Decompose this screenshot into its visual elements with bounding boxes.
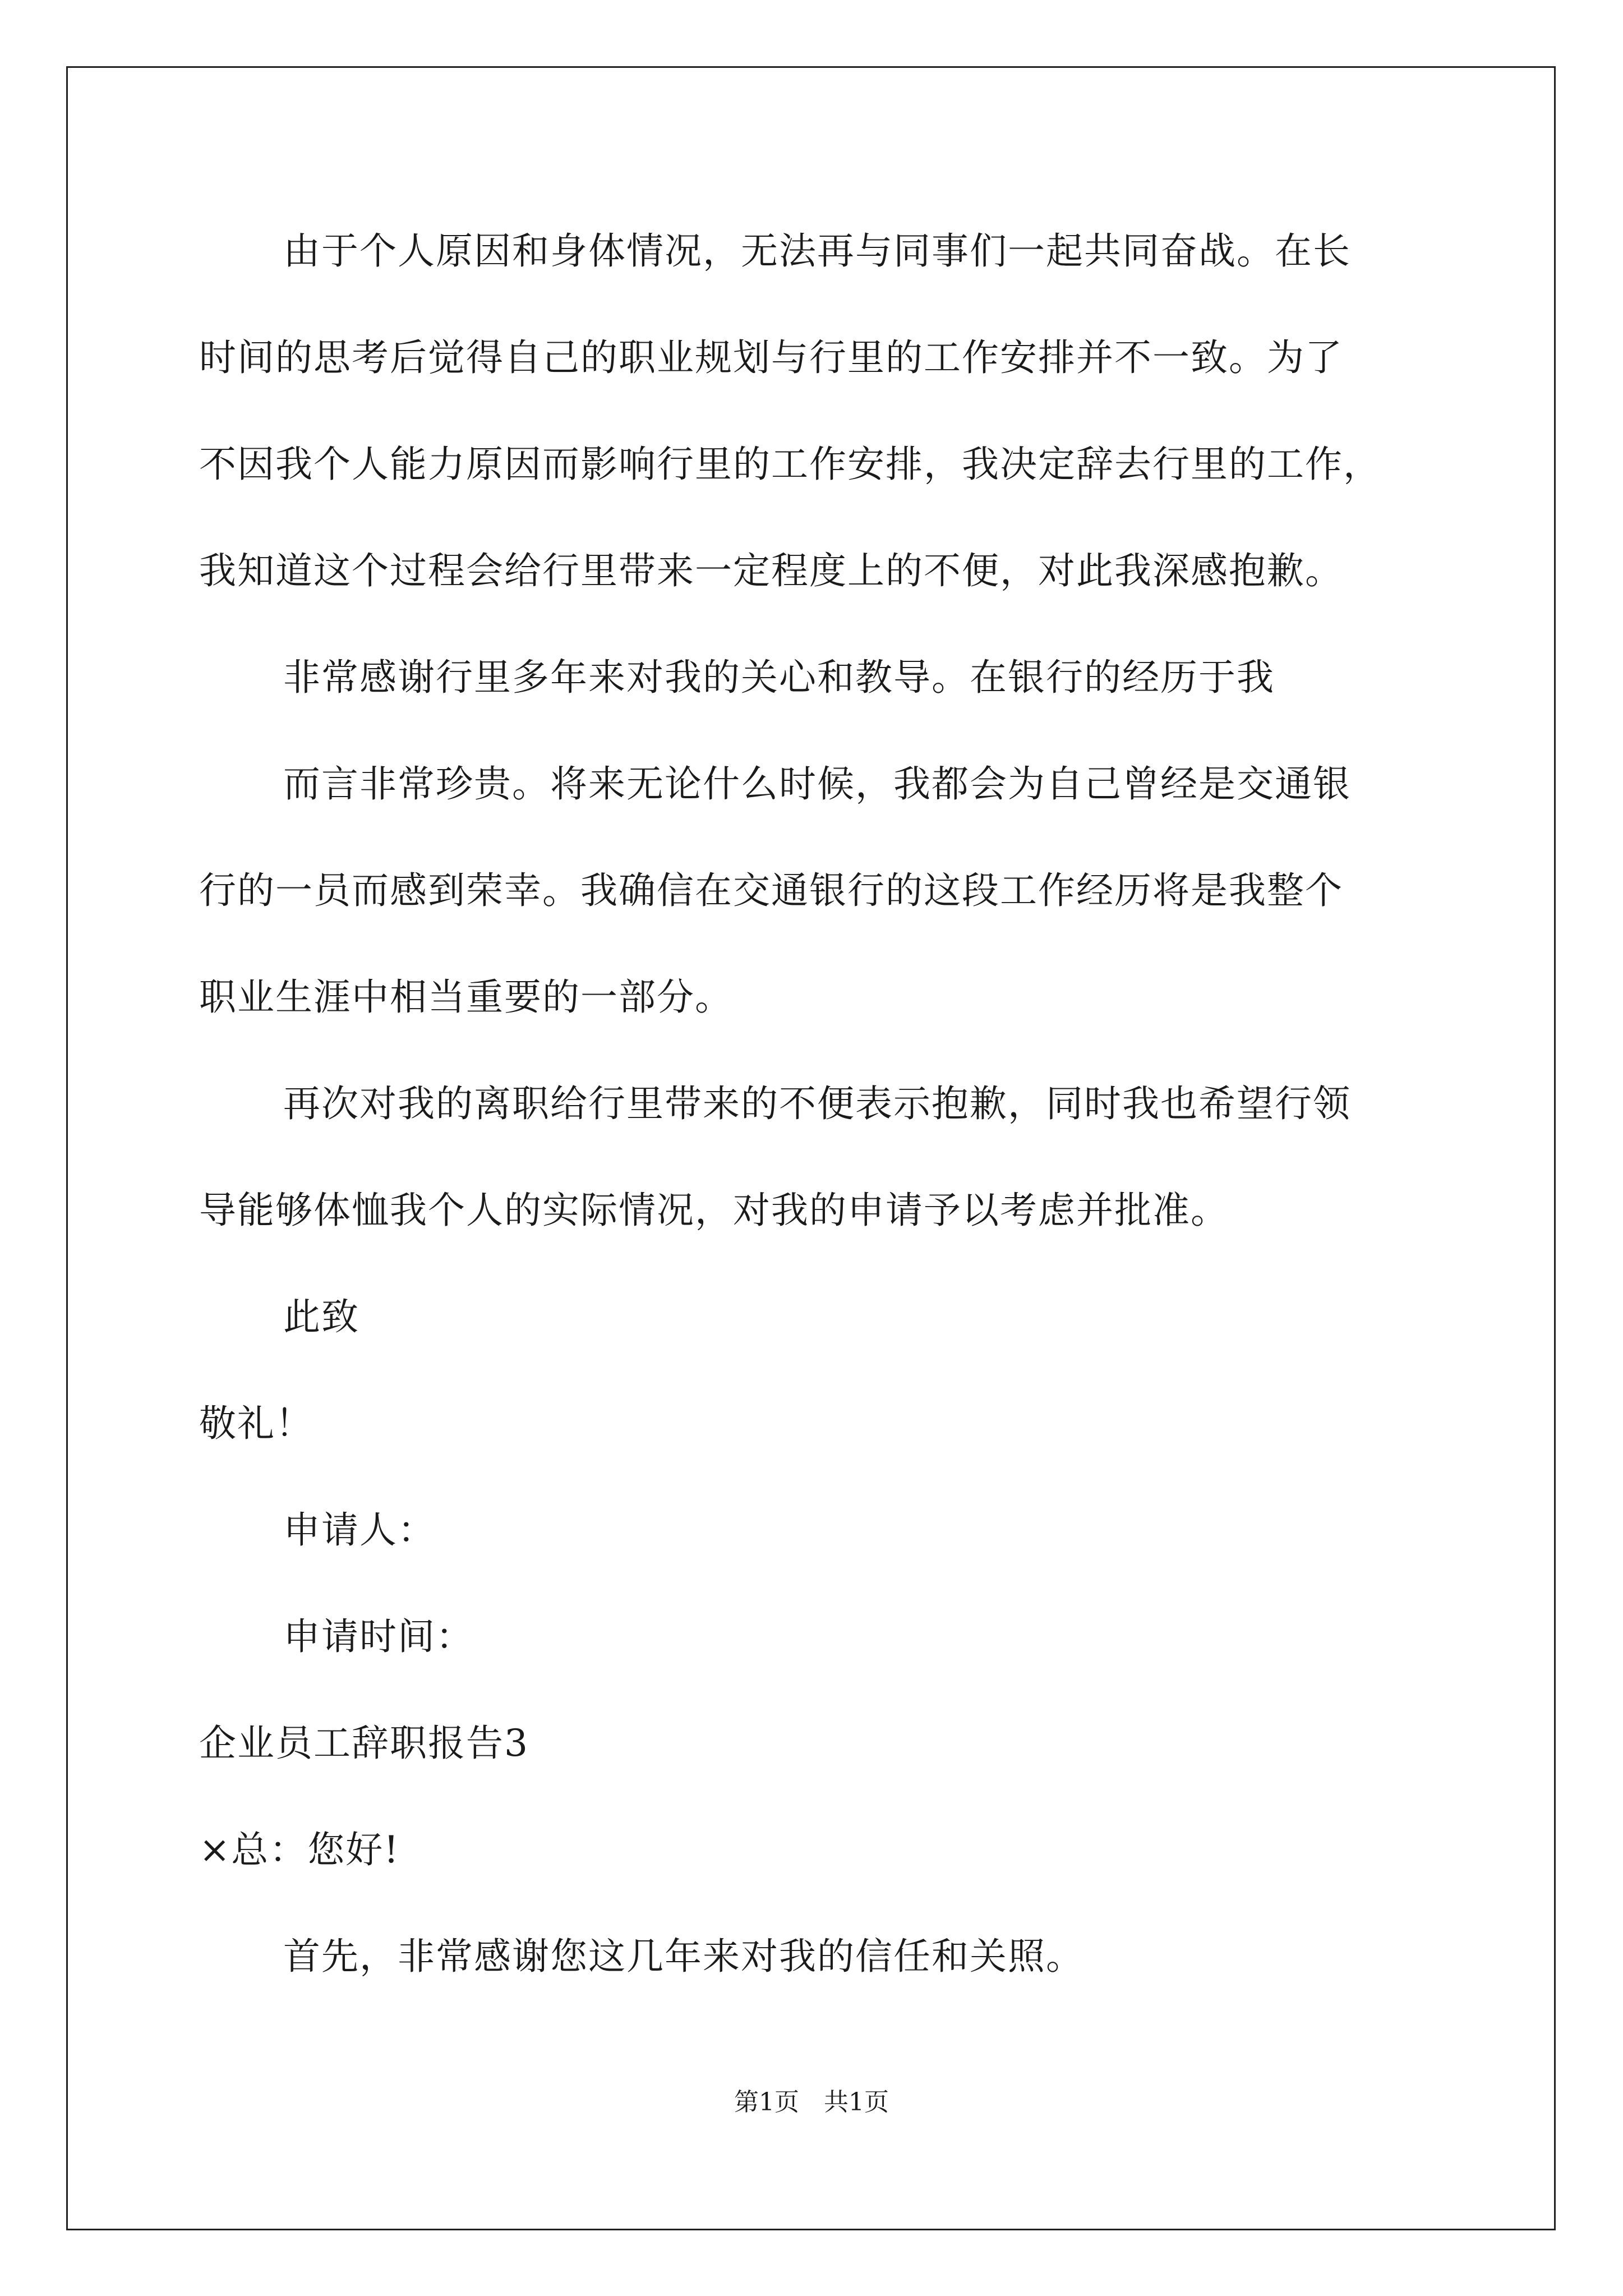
- greeting-line: ×总：您好!: [199, 1828, 400, 1871]
- closing-regards: 敬礼！: [199, 1402, 313, 1445]
- paragraph-line: 再次对我的离职给行里带来的不便表示抱歉，同时我也希望行领: [283, 1082, 1351, 1125]
- applicant-label: 申请人：: [283, 1508, 436, 1552]
- paragraph-line: 职业生涯中相当重要的一部分。: [199, 976, 733, 1019]
- section-title: 企业员工辞职报告3: [199, 1722, 529, 1765]
- paragraph-line: 首先，非常感谢您这几年来对我的信任和关照。: [283, 1935, 1084, 1978]
- paragraph-line: 由于个人原因和身体情况，无法再与同事们一起共同奋战。在长: [283, 229, 1351, 273]
- paragraph-line: 非常感谢行里多年来对我的关心和教导。在银行的经历于我: [283, 656, 1275, 699]
- page-border: [66, 66, 1556, 2230]
- page-number-footer: 第1页 共1页: [734, 2088, 889, 2116]
- paragraph-line: 而言非常珍贵。将来无论什么时候，我都会为自己曾经是交通银: [283, 762, 1351, 806]
- paragraph-line: 导能够体恤我个人的实际情况，对我的申请予以考虑并批准。: [199, 1189, 1229, 1232]
- application-date-label: 申请时间：: [283, 1615, 474, 1658]
- paragraph-line: 时间的思考后觉得自己的职业规划与行里的工作安排并不一致。为了: [199, 336, 1343, 379]
- paragraph-line: 行的一员而感到荣幸。我确信在交通银行的这段工作经历将是我整个: [199, 869, 1343, 912]
- closing-salutation: 此致: [283, 1295, 359, 1338]
- paragraph-line: 我知道这个过程会给行里带来一定程度上的不便，对此我深感抱歉。: [199, 549, 1343, 592]
- paragraph-line: 不因我个人能力原因而影响行里的工作安排，我决定辞去行里的工作，: [199, 443, 1381, 486]
